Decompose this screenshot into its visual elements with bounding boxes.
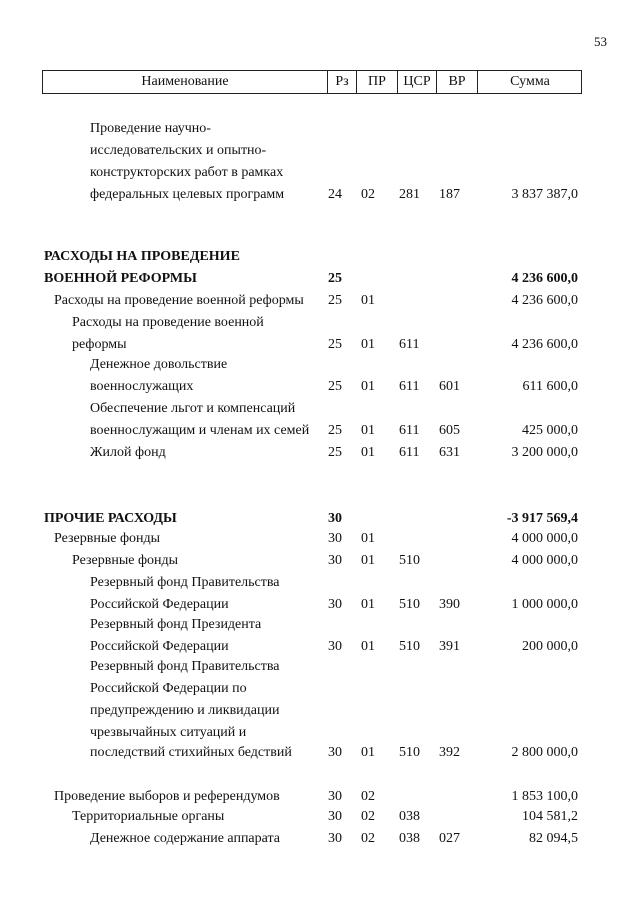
cell-csr: 611: [399, 379, 420, 394]
row-name-line: военнослужащим и членам их семей: [90, 423, 310, 438]
cell-pr: 01: [361, 639, 375, 654]
row-name-line: реформы: [72, 337, 127, 352]
cell-sum: 3 837 387,0: [511, 187, 578, 202]
row-name-line: Резервные фонды: [54, 531, 161, 546]
cell-csr: 611: [399, 423, 420, 438]
cell-sum: 425 000,0: [522, 423, 578, 438]
row-name-line: Резервный фонд Правительства: [90, 659, 280, 674]
header-sum: Сумма: [510, 74, 550, 89]
table-header: [42, 70, 582, 94]
cell-rz: 30: [328, 553, 342, 568]
row-name-line: исследовательских и опытно-: [90, 143, 267, 158]
cell-vr: 392: [439, 745, 460, 760]
page-number: 53: [594, 34, 607, 49]
cell-vr: 605: [439, 423, 460, 438]
cell-rz: 25: [328, 271, 342, 286]
cell-csr: 611: [399, 337, 420, 352]
section-title: ПРОЧИЕ РАСХОДЫ: [44, 511, 177, 526]
cell-pr: 01: [361, 531, 375, 546]
cell-sum: 82 094,5: [529, 831, 578, 846]
header-vr: ВР: [448, 74, 466, 89]
cell-rz: 25: [328, 379, 342, 394]
row-name-line: предупреждению и ликвидации: [90, 703, 280, 718]
cell-sum: 1 000 000,0: [511, 597, 578, 612]
cell-sum: 4 236 600,0: [511, 293, 578, 308]
cell-rz: 24: [328, 187, 342, 202]
cell-rz: 25: [328, 445, 342, 460]
header-name: Наименование: [141, 74, 229, 89]
cell-rz: 30: [328, 745, 342, 760]
cell-pr: 02: [361, 809, 375, 824]
cell-vr: 391: [439, 639, 460, 654]
cell-rz: 30: [328, 831, 342, 846]
section-title: ВОЕННОЙ РЕФОРМЫ: [44, 271, 197, 286]
cell-csr: 038: [399, 809, 420, 824]
cell-csr: 611: [399, 445, 420, 460]
cell-vr: 187: [439, 187, 460, 202]
cell-sum: 4 236 600,0: [511, 271, 578, 286]
cell-rz: 30: [328, 789, 342, 804]
row-name-line: Российской Федерации по: [90, 681, 247, 696]
cell-pr: 01: [361, 745, 375, 760]
cell-rz: 30: [328, 809, 342, 824]
row-name-line: Резервный фонд Президента: [90, 617, 262, 632]
header-pr: ПР: [368, 74, 386, 89]
cell-sum: 4 000 000,0: [511, 553, 578, 568]
section-title: РАСХОДЫ НА ПРОВЕДЕНИЕ: [44, 249, 240, 264]
cell-csr: 510: [399, 597, 420, 612]
cell-sum: 4 000 000,0: [511, 531, 578, 546]
cell-pr: 01: [361, 293, 375, 308]
row-name-line: чрезвычайных ситуаций и: [90, 725, 247, 740]
cell-sum: 200 000,0: [522, 639, 578, 654]
row-name-line: конструкторских работ в рамках: [90, 165, 284, 180]
row-name-line: Проведение выборов и референдумов: [54, 789, 280, 804]
cell-sum: 2 800 000,0: [511, 745, 578, 760]
cell-vr: 631: [439, 445, 460, 460]
row-name-line: Денежное содержание аппарата: [90, 831, 281, 846]
cell-rz: 30: [328, 597, 342, 612]
cell-pr: 02: [361, 187, 375, 202]
cell-csr: 038: [399, 831, 420, 846]
row-name-line: Расходы на проведение военной: [72, 315, 264, 330]
cell-vr: 390: [439, 597, 460, 612]
header-rz: Рз: [335, 74, 349, 89]
row-name-line: федеральных целевых программ: [90, 187, 285, 202]
cell-sum: 611 600,0: [522, 379, 578, 394]
row-name-line: Резервные фонды: [72, 553, 179, 568]
cell-pr: 01: [361, 445, 375, 460]
row-name-line: Обеспечение льгот и компенсаций: [90, 401, 296, 416]
row-name-line: Резервный фонд Правительства: [90, 575, 280, 590]
cell-vr: 601: [439, 379, 460, 394]
cell-rz: 25: [328, 293, 342, 308]
cell-pr: 01: [361, 597, 375, 612]
header-csr: ЦСР: [403, 74, 431, 89]
cell-csr: 510: [399, 553, 420, 568]
row-name-line: Российской Федерации: [90, 639, 229, 654]
cell-vr: 027: [439, 831, 460, 846]
cell-sum: 3 200 000,0: [511, 445, 578, 460]
row-name-line: военнослужащих: [90, 379, 194, 394]
cell-rz: 30: [328, 511, 342, 526]
cell-pr: 01: [361, 423, 375, 438]
cell-sum: 4 236 600,0: [511, 337, 578, 352]
row-name-line: Территориальные органы: [72, 809, 225, 824]
cell-rz: 30: [328, 639, 342, 654]
row-name-line: Проведение научно-: [90, 121, 211, 136]
cell-pr: 01: [361, 553, 375, 568]
cell-sum: -3 917 569,4: [506, 511, 578, 526]
row-name-line: Расходы на проведение военной реформы: [54, 293, 304, 308]
row-name-line: Денежное довольствие: [90, 357, 228, 372]
cell-sum: 104 581,2: [522, 809, 578, 824]
row-name-line: Российской Федерации: [90, 597, 229, 612]
cell-csr: 510: [399, 639, 420, 654]
cell-rz: 25: [328, 423, 342, 438]
cell-sum: 1 853 100,0: [511, 789, 578, 804]
row-name-line: Жилой фонд: [90, 445, 166, 460]
cell-pr: 01: [361, 337, 375, 352]
cell-csr: 510: [399, 745, 420, 760]
cell-rz: 25: [328, 337, 342, 352]
row-name-line: последствий стихийных бедствий: [90, 745, 292, 760]
cell-rz: 30: [328, 531, 342, 546]
cell-pr: 02: [361, 831, 375, 846]
cell-pr: 02: [361, 789, 375, 804]
cell-csr: 281: [399, 187, 420, 202]
cell-pr: 01: [361, 379, 375, 394]
